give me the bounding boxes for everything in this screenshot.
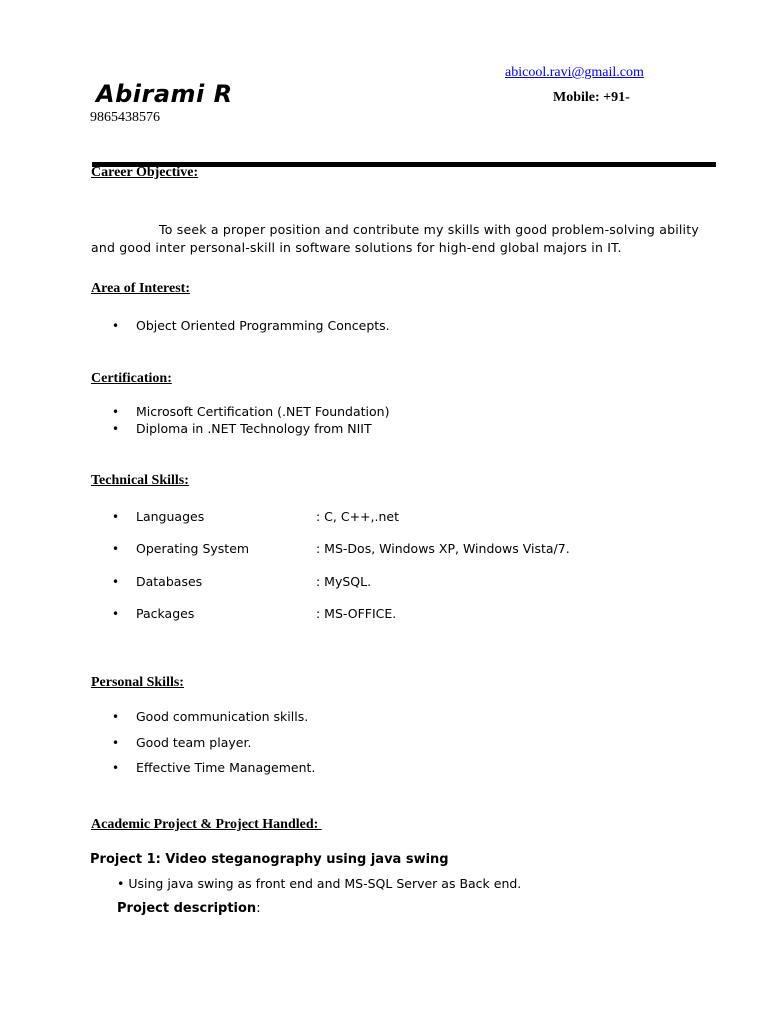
project-bullet-text: Using java swing as front end and MS-SQL Server as Back end.	[128, 876, 522, 891]
bullet-icon: •	[112, 575, 120, 589]
mobile-label: Mobile: +91-	[553, 90, 630, 105]
bullet-icon: •	[112, 422, 120, 436]
skill-row	[112, 541, 570, 556]
skill-value: : MS-OFFICE.	[316, 606, 397, 621]
bullet-icon: •	[112, 607, 120, 621]
academic-project-heading: Academic Project & Project Handled:	[91, 817, 322, 832]
list-item-text: Diploma in .NET Technology from NIIT	[136, 421, 372, 436]
bullet-icon: •	[112, 736, 120, 750]
skill-row	[112, 574, 372, 589]
bullet-icon: •	[112, 761, 120, 775]
technical-skills-heading: Technical Skills:	[91, 473, 189, 488]
skill-value: : MS-Dos, Windows XP, Windows Vista/7.	[316, 541, 570, 556]
list-item-text: Effective Time Management.	[136, 760, 316, 775]
list-item	[112, 404, 389, 419]
skill-label: Languages	[136, 509, 205, 524]
email-link[interactable]: abicool.ravi@gmail.com	[505, 65, 644, 80]
list-item	[112, 735, 251, 750]
certification-heading: Certification:	[91, 371, 172, 386]
list-item-text: Good communication skills.	[136, 709, 309, 724]
project-title: Project 1: Video steganography using java swing	[90, 852, 449, 867]
list-item-text: Object Oriented Programming Concepts.	[136, 318, 390, 333]
list-item-text: Microsoft Certification (.NET Foundation)	[136, 404, 390, 419]
skill-label: Databases	[136, 574, 203, 589]
list-item	[112, 760, 315, 775]
skill-value: : C, C++,.net	[316, 509, 399, 524]
personal-skills-heading: Personal Skills:	[91, 675, 184, 690]
bullet-icon: •	[112, 405, 120, 419]
skill-label: Operating System	[136, 541, 250, 556]
skill-value: : MySQL.	[316, 574, 372, 589]
project-description-text: Project description	[117, 901, 257, 916]
project-bullet	[117, 876, 521, 891]
bullet-icon: •	[117, 876, 125, 891]
list-item	[112, 318, 390, 333]
project-description-colon: :	[256, 901, 261, 916]
list-item	[112, 421, 372, 436]
skill-row	[112, 509, 399, 524]
list-item	[112, 709, 308, 724]
candidate-name: Abirami R	[96, 80, 233, 108]
project-description-label	[117, 901, 261, 916]
skill-row	[112, 606, 397, 621]
bullet-icon: •	[112, 710, 120, 724]
skill-label: Packages	[136, 606, 195, 621]
phone-number: 9865438576	[90, 110, 160, 125]
list-item-text: Good team player.	[136, 735, 252, 750]
bullet-icon: •	[112, 542, 120, 556]
area-of-interest-heading: Area of Interest:	[91, 281, 191, 296]
career-objective-text: To seek a proper position and contribute my skills with good problem-solving ability and good inter personal-skill in software solutions for high-end global majors in IT.	[91, 222, 699, 255]
bullet-icon: •	[112, 510, 120, 524]
career-objective-heading: Career Objective:	[91, 165, 199, 180]
bullet-icon: •	[112, 319, 120, 333]
